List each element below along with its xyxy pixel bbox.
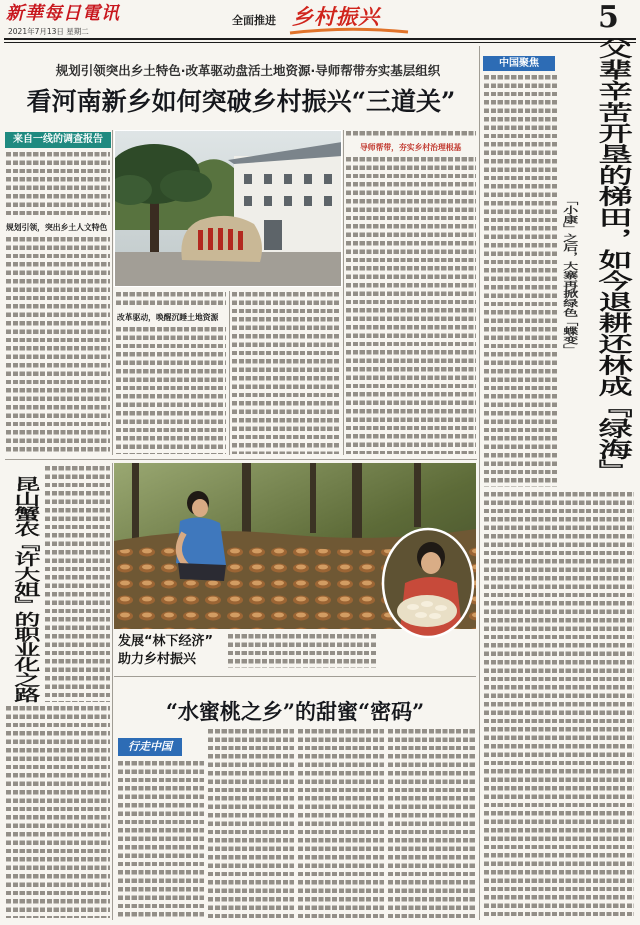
lead-story-text-col2-a <box>116 292 226 309</box>
column-rule <box>112 130 113 455</box>
lead-story-label: 来自一线的调查报告 <box>5 132 111 148</box>
section-banner-title: 乡村振兴 <box>292 4 380 29</box>
peach-story-text-col2 <box>208 729 294 918</box>
peach-story-text-col1 <box>118 761 204 918</box>
lead-story-text-col4-a <box>346 131 476 139</box>
photo-feature-title-line2: 助力乡村振兴 <box>118 652 197 667</box>
dazhai-story-deck: 「小康」之后，大寨再掀绿色「蝶变」 <box>561 196 580 355</box>
kunshan-story-text-b <box>6 706 110 918</box>
peach-story-text-col4 <box>388 729 476 918</box>
lead-story-subhead-planning: 规划引领，突出乡土人文特色 <box>6 223 108 232</box>
dazhai-story-text-b <box>484 492 634 916</box>
dazhai-story-headline: 父辈辛苦开垦的梯田，如今退耕还林成『绿海』 <box>592 38 633 481</box>
column-rule <box>229 291 230 455</box>
lead-story-subhead-reform: 改革驱动，唤醒沉睡土地资源 <box>117 313 219 322</box>
peach-story-text-col3 <box>298 729 384 918</box>
photo-feature-title-line1: 发展“林下经济” <box>118 634 214 649</box>
section-banner-swoosh <box>288 27 410 36</box>
lead-story-text-col4-b <box>346 157 476 454</box>
dazhai-story-label: 中国聚焦 <box>483 56 555 71</box>
lead-story-subhead-mentor: 导师帮带，夯实乡村治理根基 <box>360 143 462 152</box>
section-banner-prefix: 全面推进 <box>232 14 276 27</box>
kunshan-story-text-a <box>45 466 110 702</box>
issue-date: 2021年7月13日 星期二 <box>8 27 89 36</box>
peach-story-headline: “水蜜桃之乡”的甜蜜“密码” <box>165 699 425 724</box>
page-number: 5 <box>598 0 619 35</box>
peach-story-label: 行走中国 <box>118 738 182 756</box>
mushroom-harvest-inset-photo <box>381 527 475 639</box>
lead-story-text-col1-a <box>6 152 110 218</box>
newspaper-logo: 新華每日電讯 <box>6 3 120 24</box>
lead-story-headline: 看河南新乡如何突破乡村振兴“三道关” <box>26 87 456 116</box>
photo-feature-caption-text <box>228 634 376 668</box>
section-rule <box>114 676 476 677</box>
dazhai-story-text-a <box>484 75 558 487</box>
section-rule <box>5 459 477 460</box>
column-rule <box>479 46 480 920</box>
kunshan-story-headline: 昆山蟹农『许大姐』的职业化之路 <box>9 476 40 703</box>
masthead-rule <box>4 38 636 40</box>
village-square-photo <box>114 130 342 287</box>
lead-story-text-col2-b <box>116 327 226 454</box>
column-rule <box>343 130 344 455</box>
section-banner <box>226 3 414 36</box>
lead-story-text-col3 <box>232 292 340 454</box>
masthead-rule-thin <box>4 42 636 43</box>
lead-story-text-col1-b <box>6 237 110 454</box>
lead-story-kicker: 规划引领突出乡土特色·改革驱动盘活土地资源·导师帮带夯实基层组织 <box>55 63 441 78</box>
column-rule <box>112 463 113 920</box>
